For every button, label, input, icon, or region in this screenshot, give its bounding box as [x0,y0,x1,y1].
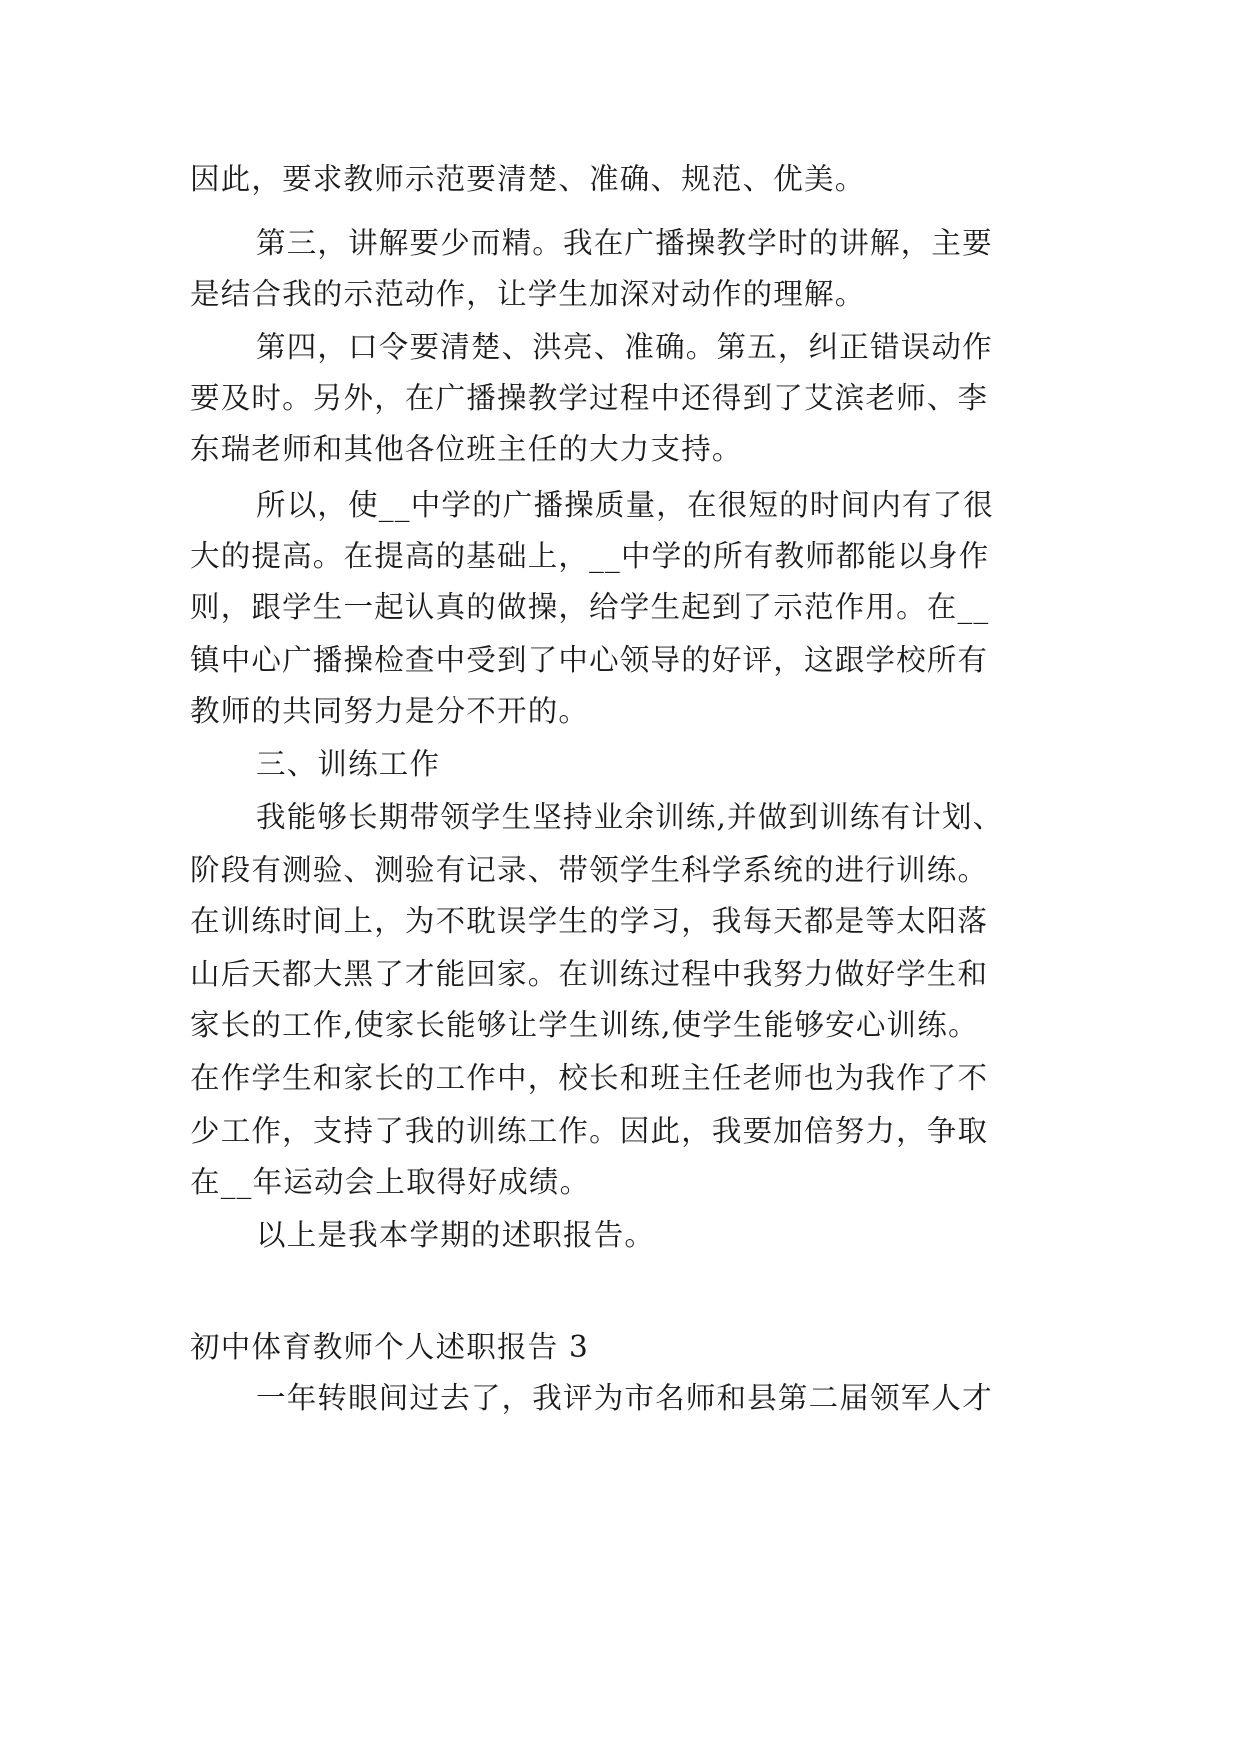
paragraph-line: 在__年运动会上取得好成绩。 [190,1165,591,1199]
paragraph-line: 要及时。另外，在广播操教学过程中还得到了艾滨老师、李 [190,381,989,415]
paragraph-line: 山后天都大黑了才能回家。在训练过程中我努力做好学生和 [190,957,989,991]
paragraph-line: 是结合我的示范动作，让学生加深对动作的理解。 [190,277,866,311]
paragraph-line: 我能够长期带领学生坚持业余训练,并做到训练有计划、 [256,800,1004,834]
paragraph-line: 第四，口令要清楚、洪亮、准确。第五，纠正错误动作 [256,330,993,364]
paragraph-line: 少工作，支持了我的训练工作。因此，我要加倍努力，争取 [190,1114,989,1148]
paragraph-line: 阶段有测验、测验有记录、带领学生科学系统的进行训练。 [190,853,989,887]
paragraph-line: 大的提高。在提高的基础上，__中学的所有教师都能以身作 [190,539,990,573]
paragraph-line: 教师的共同努力是分不开的。 [190,694,590,728]
paragraph-line: 在作学生和家长的工作中，校长和班主任老师也为我作了不 [190,1061,989,1095]
paragraph-line: 在训练时间上，为不耽误学生的学习，我每天都是等太阳落 [190,904,989,938]
paragraph-line: 家长的工作,使家长能够让学生训练,使学生能够安心训练。 [190,1008,979,1042]
paragraph-line: 以上是我本学期的述职报告。 [256,1218,656,1252]
paragraph-line: 镇中心广播操检查中受到了中心领导的好评，这跟学校所有 [190,643,989,677]
paragraph-line: 所以，使__中学的广播操质量，在很短的时间内有了很 [256,488,995,522]
paragraph-line: 一年转眼间过去了，我评为市名师和县第二届领军人才 [256,1381,993,1415]
paragraph-line: 因此，要求教师示范要清楚、准确、规范、优美。 [190,162,866,196]
section-heading: 三、训练工作 [256,747,441,781]
document-title: 初中体育教师个人述职报告 3 [190,1330,589,1364]
paragraph-line: 东瑞老师和其他各位班主任的大力支持。 [190,432,743,466]
paragraph-line: 则，跟学生一起认真的做操，给学生起到了示范作用。在__ [190,590,990,624]
paragraph-line: 第三，讲解要少而精。我在广播操教学时的讲解，主要 [256,226,993,260]
